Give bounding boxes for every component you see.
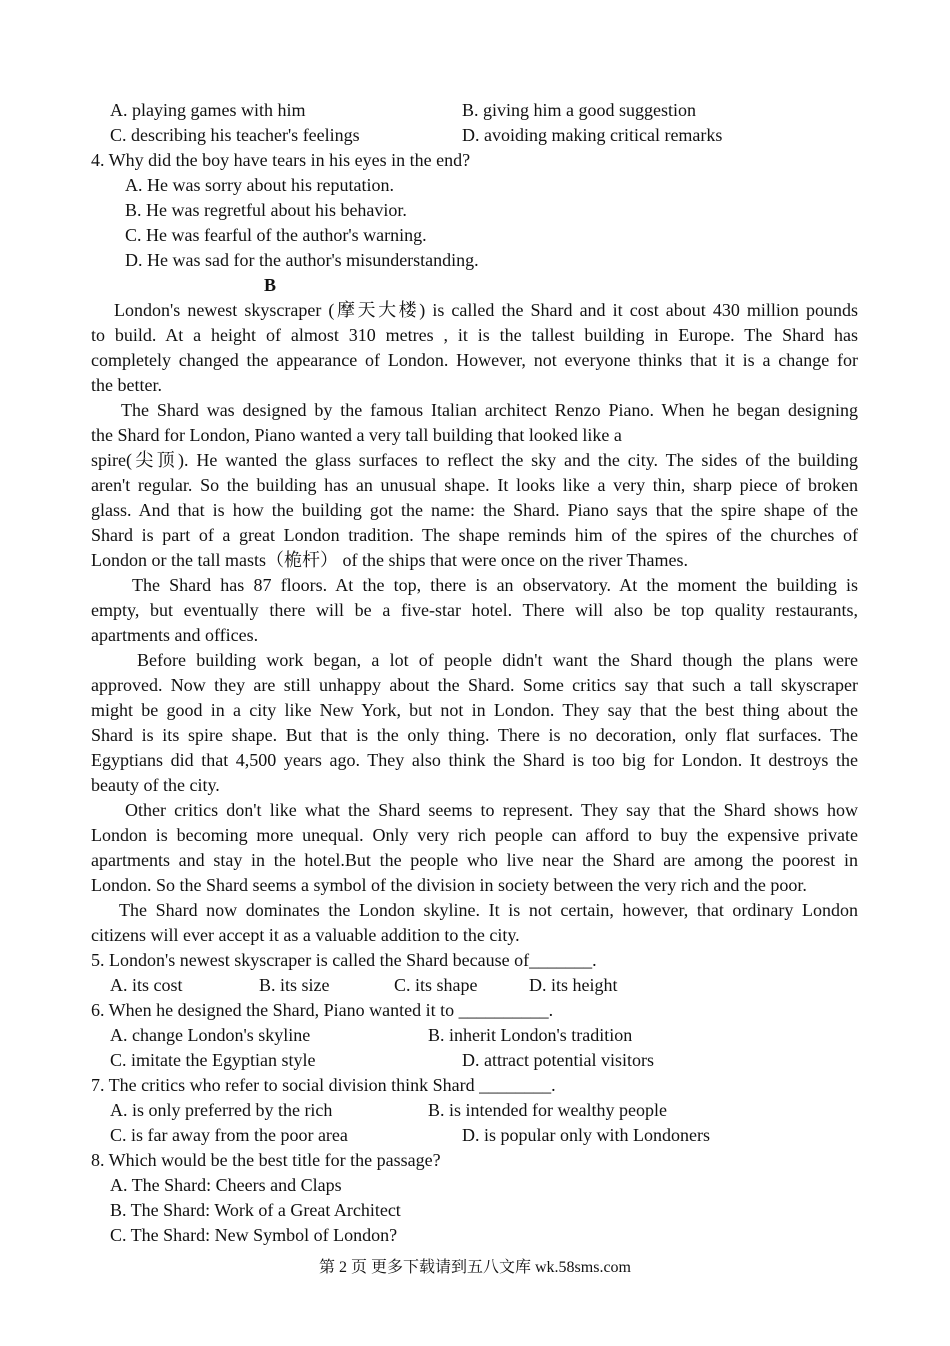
- option-c: C. describing his teacher's feelings: [110, 125, 360, 145]
- passage-line: Shard is part of a great London tradition. The shape reminds him of the spires of the churches of: [91, 525, 858, 545]
- option-a: A. is only preferred by the rich: [110, 1100, 333, 1120]
- option-b: B. giving him a good suggestion: [462, 100, 696, 120]
- passage-line: beauty of the city.: [91, 775, 220, 795]
- passage-line: the better.: [91, 375, 162, 395]
- passage-line: The Shard now dominates the London skyline. It is not certain, however, that ordinary London: [119, 900, 858, 920]
- option-b: B. The Shard: Work of a Great Architect: [110, 1200, 401, 1220]
- passage-line: The Shard was designed by the famous Italian architect Renzo Piano. When he began designing: [121, 400, 858, 420]
- option-c: C. The Shard: New Symbol of London?: [110, 1225, 398, 1245]
- question-stem: 4. Why did the boy have tears in his eyes in the end?: [91, 150, 471, 170]
- option-b: B. inherit London's tradition: [428, 1025, 633, 1045]
- passage-title: B: [264, 275, 277, 295]
- passage-line: might be good in a city like New York, but not in London. They say that the best thing about the: [91, 700, 858, 720]
- option-c: C. its shape: [394, 975, 478, 995]
- option-d: D. He was sad for the author's misunderstanding.: [125, 250, 479, 270]
- passage-line: Egyptians did that 4,500 years ago. They also think the Shard is too big for London. It destroys the: [91, 750, 858, 770]
- option-a: A. He was sorry about his reputation.: [125, 175, 394, 195]
- option-b: B. He was regretful about his behavior.: [125, 200, 407, 220]
- passage-line: London's newest skyscraper (摩天大楼) is called the Shard and it cost about 430 million pounds: [114, 300, 858, 320]
- option-a: A. its cost: [110, 975, 183, 995]
- option-a: A. change London's skyline: [110, 1025, 311, 1045]
- page-footer: 第 2 页 更多下载请到五八文库 wk.58sms.com: [318, 1259, 631, 1276]
- passage-line: glass. And that is how the building got the name: the Shard. Piano says that the spire shape of the: [91, 500, 858, 520]
- option-d: D. its height: [529, 975, 618, 995]
- option-a: A. The Shard: Cheers and Claps: [110, 1175, 342, 1195]
- option-b: B. its size: [259, 975, 330, 995]
- passage-line: Before building work began, a lot of people didn't want the Shard though the plans were: [137, 650, 858, 670]
- passage-line: London. So the Shard seems a symbol of the division in society between the very rich and the poor.: [91, 875, 807, 895]
- passage-line: Other critics don't like what the Shard seems to represent. They say that the Shard shows how: [125, 800, 858, 820]
- option-b: B. is intended for wealthy people: [428, 1100, 667, 1120]
- option-c: C. imitate the Egyptian style: [110, 1050, 316, 1070]
- passage-line: apartments and offices.: [91, 625, 259, 645]
- passage-line: citizens will ever accept it as a valuable addition to the city.: [91, 925, 520, 945]
- passage-line: approved. Now they are still unhappy about the Shard. Some critics say that such a tall skyscraper: [91, 675, 858, 695]
- option-d: D. is popular only with Londoners: [462, 1125, 710, 1145]
- passage-line: London or the tall masts（桅杆） of the ships that were once on the river Thames.: [91, 550, 689, 570]
- passage-line: the Shard for London, Piano wanted a very tall building that looked like a: [91, 425, 622, 445]
- option-d: D. attract potential visitors: [462, 1050, 654, 1070]
- passage-line: empty, but eventually there will be a five-star hotel. There will also be top quality restaurants,: [91, 600, 858, 620]
- question-stem: 5. London's newest skyscraper is called the Shard because of_______.: [91, 950, 597, 970]
- option-c: C. is far away from the poor area: [110, 1125, 348, 1145]
- passage-line: The Shard has 87 floors. At the top, there is an observatory. At the moment the building is: [132, 575, 858, 595]
- passage-line: completely changed the appearance of London. However, not everyone thinks that it is a change for: [91, 350, 858, 370]
- passage-line: apartments and stay in the hotel.But the people who live near the Shard are among the poorest in: [91, 850, 858, 870]
- question-stem: 8. Which would be the best title for the passage?: [91, 1150, 441, 1170]
- passage-line: aren't regular. So the building has an unusual shape. It looks like a very thin, sharp piece of broken: [91, 475, 858, 495]
- passage-line: Shard is its spire shape. But that is the only thing. There is no decoration, only flat surfaces. The: [91, 725, 858, 745]
- option-a: A. playing games with him: [110, 100, 306, 120]
- passage-line: to build. At a height of almost 310 metres , it is the tallest building in Europe. The Shard has: [91, 325, 858, 345]
- passage-line: London is becoming more unequal. Only very rich people can afford to buy the expensive private: [91, 825, 858, 845]
- option-d: D. avoiding making critical remarks: [462, 125, 723, 145]
- question-stem: 7. The critics who refer to social division think Shard ________.: [91, 1075, 556, 1095]
- option-c: C. He was fearful of the author's warning.: [125, 225, 427, 245]
- passage-line: spire(尖顶). He wanted the glass surfaces to reflect the sky and the city. The sides of the building: [91, 450, 858, 470]
- question-stem: 6. When he designed the Shard, Piano wanted it to __________.: [91, 1000, 554, 1020]
